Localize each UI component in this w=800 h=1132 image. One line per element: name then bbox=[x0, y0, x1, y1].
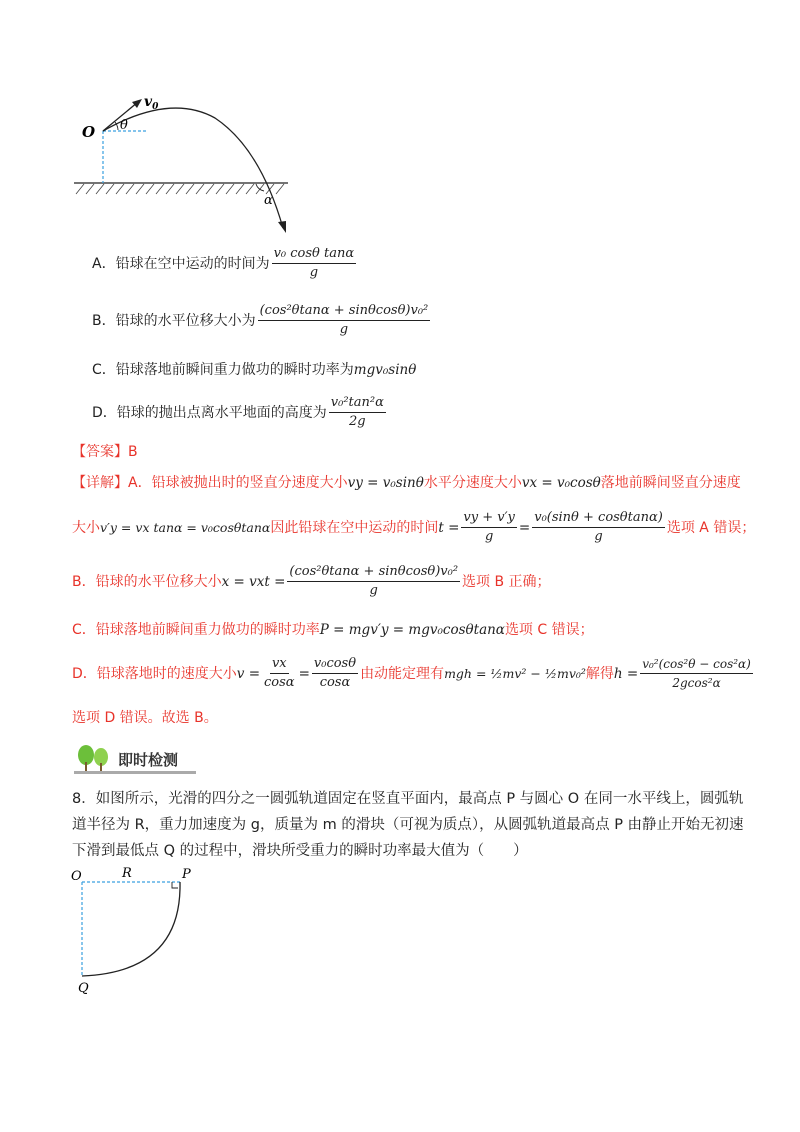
q8-line-2: 道半径为 R，重力加速度为 g，质量为 m 的滑块（可视为质点），从圆弧轨道最高点 P 由静止开始无初速 bbox=[72, 817, 744, 833]
q8-line-3: 下滑到最低点 Q 的过程中，滑块所受重力的瞬时功率最大值为（ ） bbox=[72, 843, 528, 859]
option-c-formula: mgv₀sinθ bbox=[353, 362, 417, 378]
option-c bbox=[92, 360, 416, 380]
section-underline bbox=[74, 771, 196, 774]
section-title: 即时检测 bbox=[118, 751, 179, 769]
option-b-fraction: $\frac{\text{(cos²θtanα + sinθcosθ)v₀²}}{g}$ bbox=[259, 303, 429, 337]
detail-line-5: D．铅球落地时的速度大小 v = $\frac{vx}{\cos\alpha}$ = $\frac{\text{v₀cosθ}}{\cos\alpha}$ 由动能定理有 mgh = ½mv² − ½mv₀² 解得 h = $\frac{\text{v₀²(cos²θ − cos²α)}}{\text{2gcos²α}}$ bbox=[72, 656, 751, 690]
label-theta: θ bbox=[120, 118, 128, 133]
label-alpha: α bbox=[264, 193, 273, 208]
label-O2: O bbox=[71, 869, 82, 884]
option-b bbox=[92, 303, 432, 338]
quarter-arc-figure bbox=[66, 862, 206, 997]
label-O: O bbox=[82, 123, 96, 141]
detail-line-4: C．铅球落地前瞬间重力做功的瞬时功率P = mgv′y = mgv₀cosθtanα选项 C 错误； bbox=[72, 622, 594, 638]
option-c-text: C．铅球落地前瞬间重力做功的瞬时功率为 bbox=[92, 362, 354, 378]
option-b-text: B．铅球的水平位移大小为 bbox=[92, 312, 256, 329]
option-d-text: D．铅球的抛出点离水平地面的高度为 bbox=[92, 404, 327, 421]
tree-icon bbox=[74, 744, 116, 774]
detail-line-3: B．铅球的水平位移大小 x = vxt = $\frac{\text{(cos²θtanα + sinθcosθ)v₀²}}{g}$ 选项 B 正确； bbox=[72, 564, 551, 598]
option-d bbox=[92, 395, 388, 430]
option-a bbox=[92, 246, 358, 281]
option-a-text: A．铅球在空中运动的时间为 bbox=[92, 255, 270, 272]
detail-line-2: 大小 v′y = vx tanα = v₀cosθtanα 因此铅球在空中运动的时间 t = $\frac{vy + v'y}{g}$ = $\frac{\text{v₀(sinθ + cosθtanα)}}{g}$ 选项 A 错误； bbox=[72, 510, 756, 544]
label-Q: Q bbox=[78, 981, 89, 996]
q8-line-1: 8．如图所示，光滑的四分之一圆弧轨道固定在竖直平面内，最高点 P 与圆心 O 在同一水平线上，圆弧轨 bbox=[72, 791, 744, 807]
detail-line-6: 选项 D 错误。故选 B。 bbox=[72, 710, 218, 726]
projectile-figure bbox=[70, 88, 300, 238]
label-R: R bbox=[122, 866, 132, 881]
detail-line-1: 【详解】A．铅球被抛出时的竖直分速度大小vy = v₀sinθ水平分速度大小vx = v₀cosθ落地前瞬间竖直分速度 bbox=[72, 475, 741, 491]
option-a-fraction: $\frac{\text{v₀ cosθ tanα}}{g}$ bbox=[273, 246, 355, 280]
answer-label: 【答案】B bbox=[72, 444, 138, 460]
section-header bbox=[74, 744, 196, 774]
option-d-fraction: $\frac{\text{v₀²tan²α}}{2g}$ bbox=[330, 395, 384, 429]
label-P: P bbox=[182, 867, 191, 882]
label-v0: $v_0$ bbox=[144, 94, 159, 112]
